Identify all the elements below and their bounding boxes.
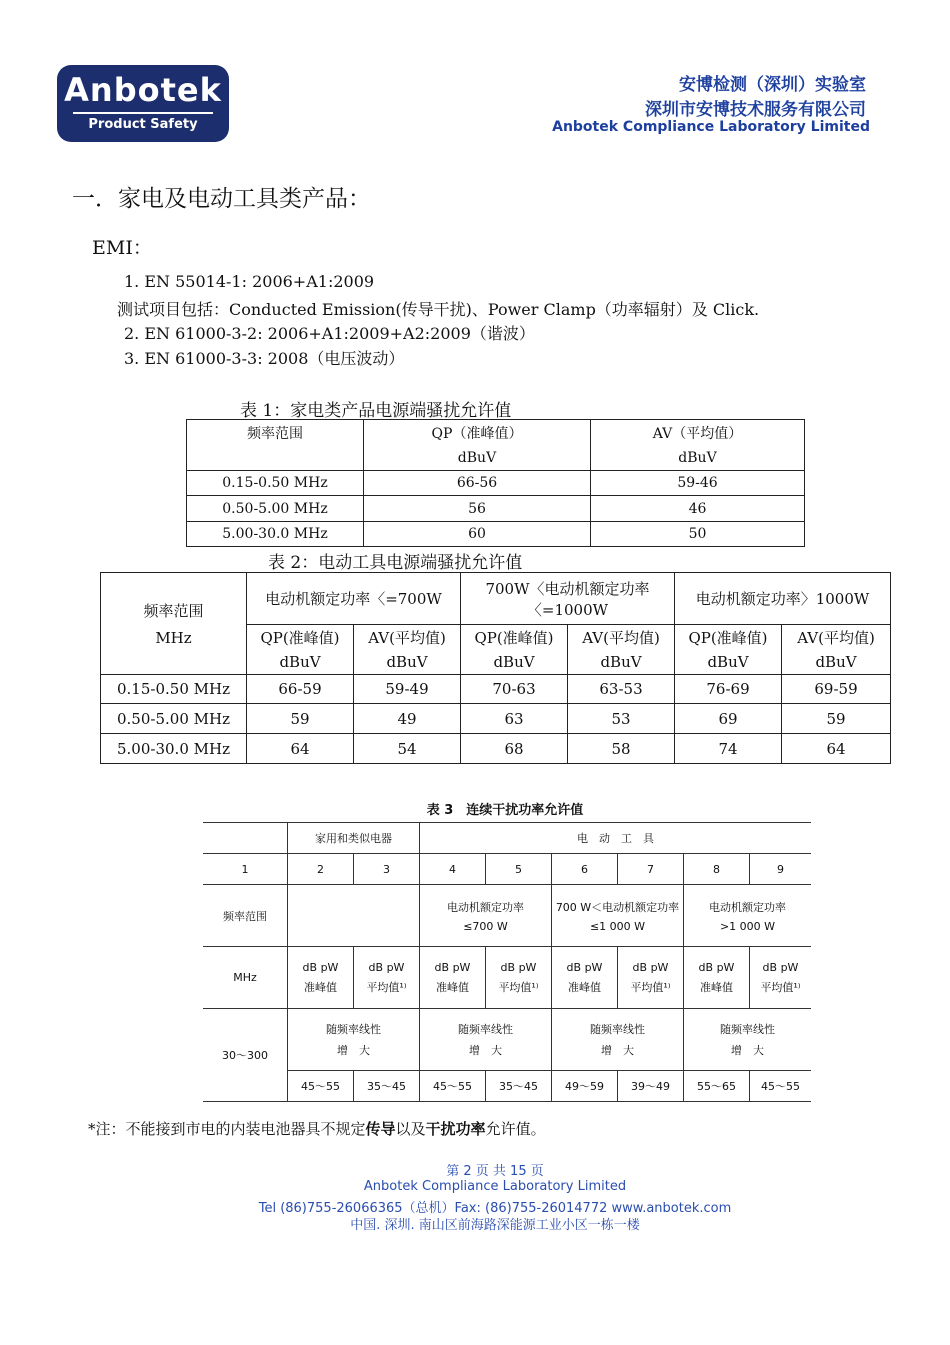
table3-class-2-line1: 700 W＜电动机额定功率 xyxy=(555,900,680,914)
table3-unit: dB pW xyxy=(566,960,603,974)
table2-cell: 0.50-5.00 MHz xyxy=(101,704,247,734)
footnote-text: *注：不能接到市电的内装电池器具不规定 xyxy=(88,1120,366,1138)
table3-unit: dB pW xyxy=(434,960,471,974)
table3-unit-cell xyxy=(618,947,684,1009)
table2-av-1: AV(平均值) xyxy=(354,625,461,650)
table3-num: 1 xyxy=(203,854,288,885)
table2 xyxy=(100,572,891,764)
table3-av: 平均值¹⁾ xyxy=(760,980,801,994)
table3-rise-line2: 增 大 xyxy=(337,1044,370,1057)
table3-rise-line1: 随频率线性 xyxy=(720,1023,775,1036)
table2-cell: 59 xyxy=(782,704,891,734)
table2-unit: dBuV xyxy=(247,650,354,675)
table2-av-3: AV(平均值) xyxy=(782,625,891,650)
table3-unit-cell xyxy=(684,947,750,1009)
table3-freq-label: 频率范围 xyxy=(203,885,288,947)
table2-unit: dBuV xyxy=(568,650,675,675)
table3-mhz-label: MHz xyxy=(203,947,288,1009)
table-row xyxy=(101,704,891,734)
table1-unit-qp: dBuV xyxy=(364,446,591,471)
table-row xyxy=(187,522,805,547)
table3-qp: 准峰值 xyxy=(436,980,469,994)
table2-cell: 58 xyxy=(568,734,675,764)
table3-rise-line2: 增 大 xyxy=(601,1044,634,1057)
table2-group-2 xyxy=(461,573,675,625)
table2-qp-2: QP(准峰值) xyxy=(461,625,568,650)
table3-unit-cell xyxy=(288,947,354,1009)
footer-page-number: 第 2 页 共 15 页 xyxy=(446,1164,544,1179)
table3-num: 2 xyxy=(288,854,354,885)
footnote-bold-1: 传导 xyxy=(365,1120,396,1138)
table1-header-av: AV（平均值） xyxy=(591,420,805,446)
table3-rise-line2: 增 大 xyxy=(731,1044,764,1057)
table-row xyxy=(101,675,891,704)
logo-tagline: Product Safety xyxy=(88,117,198,132)
table1-cell: 0.50-5.00 MHz xyxy=(187,496,364,522)
table3-unit-cell xyxy=(420,947,486,1009)
table3-rise xyxy=(288,1009,420,1071)
table2-freq-label: 频率范围 xyxy=(143,602,204,620)
table3-cell: 45～55 xyxy=(750,1071,812,1102)
table1-header-qp: QP（准峰值） xyxy=(364,420,591,446)
table2-cell: 54 xyxy=(354,734,461,764)
table3-rise-line1: 随频率线性 xyxy=(326,1023,381,1036)
table3-cell: 55～65 xyxy=(684,1071,750,1102)
table3-rise xyxy=(684,1009,812,1071)
section-title: 一．家电及电动工具类产品： xyxy=(72,186,371,212)
table3-unit-cell xyxy=(354,947,420,1009)
table3-num: 8 xyxy=(684,854,750,885)
table2-cell: 68 xyxy=(461,734,568,764)
table1 xyxy=(186,419,805,547)
table3-household-blank xyxy=(288,885,420,947)
table3 xyxy=(203,822,811,1102)
table3-unit: dB pW xyxy=(368,960,405,974)
footnote-text: 以及 xyxy=(395,1120,426,1138)
table1-cell: 60 xyxy=(364,522,591,547)
table3-class-3-line1: 电动机额定功率 xyxy=(709,900,786,914)
table3-rise xyxy=(420,1009,552,1071)
table3-class-1-line2: ≤700 W xyxy=(463,919,508,933)
table2-cell: 53 xyxy=(568,704,675,734)
table3-cell: 39～49 xyxy=(618,1071,684,1102)
table2-cell: 63 xyxy=(461,704,568,734)
table1-caption: 表 1：家电类产品电源端骚扰允许值 xyxy=(240,401,512,421)
emi-label: EMI： xyxy=(92,237,152,259)
table3-qp: 准峰值 xyxy=(700,980,733,994)
table3-unit-cell xyxy=(750,947,812,1009)
table3-class-2 xyxy=(552,885,684,947)
table2-cell: 5.00-30.0 MHz xyxy=(101,734,247,764)
table3-cell: 45～55 xyxy=(288,1071,354,1102)
table2-cell: 49 xyxy=(354,704,461,734)
table3-group-tools: 电 动 工 具 xyxy=(420,823,812,854)
table3-unit: dB pW xyxy=(632,960,669,974)
table2-cell: 74 xyxy=(675,734,782,764)
table2-unit: dBuV xyxy=(782,650,891,675)
footer-contact: Tel (86)755-26066365（总机）Fax: (86)755-26014772 www.anbotek.com xyxy=(258,1201,732,1216)
table3-unit-cell xyxy=(552,947,618,1009)
footer-company: Anbotek Compliance Laboratory Limited xyxy=(363,1179,627,1194)
table-row xyxy=(187,471,805,496)
footnote-text: 允许值。 xyxy=(485,1120,546,1138)
logo-divider xyxy=(73,112,213,114)
table1-cell: 46 xyxy=(591,496,805,522)
table2-cell: 69-59 xyxy=(782,675,891,704)
table3-cell: 35～45 xyxy=(354,1071,420,1102)
table3-num: 9 xyxy=(750,854,812,885)
table2-cell: 76-69 xyxy=(675,675,782,704)
table2-cell: 0.15-0.50 MHz xyxy=(101,675,247,704)
table3-num: 3 xyxy=(354,854,420,885)
table2-group-3: 电动机额定功率〉1000W xyxy=(675,573,891,625)
table1-unit-av: dBuV xyxy=(591,446,805,471)
table2-cell: 64 xyxy=(247,734,354,764)
table-row xyxy=(203,1071,811,1102)
table3-blank xyxy=(203,823,288,854)
table3-num: 4 xyxy=(420,854,486,885)
table2-unit: dBuV xyxy=(461,650,568,675)
footnote xyxy=(88,1118,546,1139)
table2-cell: 70-63 xyxy=(461,675,568,704)
table2-qp-3: QP(准峰值) xyxy=(675,625,782,650)
table2-cell: 59 xyxy=(247,704,354,734)
table3-qp: 准峰值 xyxy=(304,980,337,994)
table1-header-freq: 频率范围 xyxy=(187,420,364,471)
table3-unit: dB pW xyxy=(500,960,537,974)
table1-cell: 56 xyxy=(364,496,591,522)
table3-unit: dB pW xyxy=(302,960,339,974)
table2-cell: 64 xyxy=(782,734,891,764)
table3-num: 7 xyxy=(618,854,684,885)
header-company-en: Anbotek Compliance Laboratory Limited xyxy=(552,119,870,135)
table2-cell: 69 xyxy=(675,704,782,734)
table2-caption: 表 2：电动工具电源端骚扰允许值 xyxy=(268,553,523,573)
table-row xyxy=(101,734,891,764)
standard-3: 3. EN 61000-3-3: 2008（电压波动） xyxy=(124,349,405,368)
table2-unit: dBuV xyxy=(675,650,782,675)
table3-class-3 xyxy=(684,885,812,947)
table1-cell: 5.00-30.0 MHz xyxy=(187,522,364,547)
table3-caption: 表 3 连续干扰功率允许值 xyxy=(426,803,584,818)
table3-class-1 xyxy=(420,885,552,947)
standard-1: 1. EN 55014-1: 2006+A1:2009 xyxy=(124,272,375,291)
table2-cell: 59-49 xyxy=(354,675,461,704)
table2-mhz-label: MHz xyxy=(155,629,192,647)
table3-av: 平均值¹⁾ xyxy=(498,980,539,994)
table3-cell: 35～45 xyxy=(486,1071,552,1102)
table3-cell: 49～59 xyxy=(552,1071,618,1102)
table2-qp-1: QP(准峰值) xyxy=(247,625,354,650)
table2-av-2: AV(平均值) xyxy=(568,625,675,650)
table3-av: 平均值¹⁾ xyxy=(630,980,671,994)
table3-av: 平均值¹⁾ xyxy=(366,980,407,994)
table3-num: 5 xyxy=(486,854,552,885)
table3-unit: dB pW xyxy=(762,960,799,974)
table2-group-1: 电动机额定功率〈=700W xyxy=(247,573,461,625)
table3-class-2-line2: ≤1 000 W xyxy=(589,919,646,933)
table2-unit: dBuV xyxy=(354,650,461,675)
footnote-bold-2: 干扰功率 xyxy=(425,1120,486,1138)
table3-class-1-line1: 电动机额定功率 xyxy=(447,900,524,914)
header-lab-name: 安博检测（深圳）实验室 xyxy=(679,75,866,95)
table1-cell: 0.15-0.50 MHz xyxy=(187,471,364,496)
company-logo xyxy=(57,65,229,142)
table3-range: 30～300 xyxy=(203,1009,288,1102)
table2-cell: 63-53 xyxy=(568,675,675,704)
table3-group-household: 家用和类似电器 xyxy=(288,823,420,854)
table3-unit-cell xyxy=(486,947,552,1009)
table3-num: 6 xyxy=(552,854,618,885)
table3-cell: 45～55 xyxy=(420,1071,486,1102)
table3-qp: 准峰值 xyxy=(568,980,601,994)
footer-address: 中国. 深圳. 南山区前海路深能源工业小区一栋一楼 xyxy=(350,1218,640,1233)
table3-rise-line2: 增 大 xyxy=(469,1044,502,1057)
header-company-cn: 深圳市安博技术服务有限公司 xyxy=(645,100,866,120)
table3-unit: dB pW xyxy=(698,960,735,974)
logo-name: Anbotek xyxy=(64,71,222,109)
table2-cell: 66-59 xyxy=(247,675,354,704)
table1-cell: 59-46 xyxy=(591,471,805,496)
standard-2: 2. EN 61000-3-2: 2006+A1:2009+A2:2009（谐波） xyxy=(124,324,535,343)
table2-header-freq xyxy=(101,573,247,675)
table1-cell: 50 xyxy=(591,522,805,547)
table3-rise-line1: 随频率线性 xyxy=(458,1023,513,1036)
table2-group-2-line1: 700W〈电动机额定功率 xyxy=(485,579,650,598)
table3-rise-line1: 随频率线性 xyxy=(590,1023,645,1036)
table-row xyxy=(187,496,805,522)
table1-cell: 66-56 xyxy=(364,471,591,496)
table2-group-2-line2: 〈=1000W xyxy=(526,600,609,619)
standard-1-note: 测试项目包括：Conducted Emission(传导干扰)、Power Clamp（功率辐射）及 Click. xyxy=(117,300,760,319)
table3-rise xyxy=(552,1009,684,1071)
table3-class-3-line2: >1 000 W xyxy=(719,919,776,933)
